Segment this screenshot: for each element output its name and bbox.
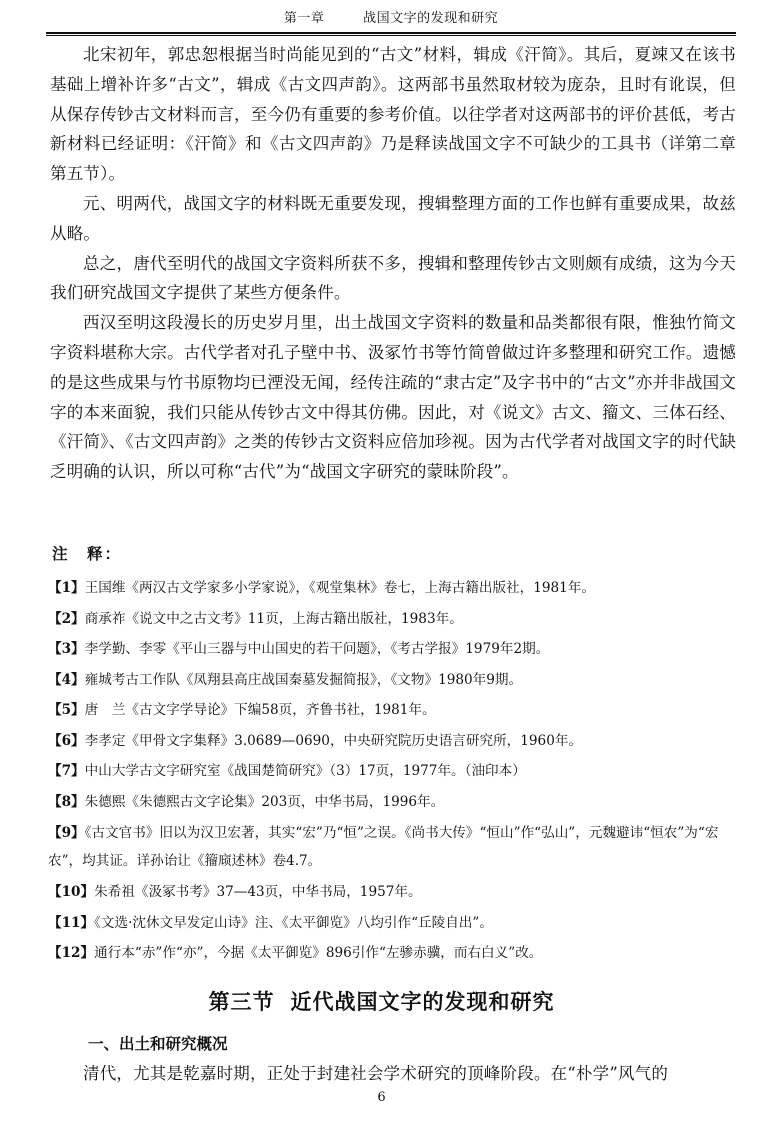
paragraph: 元、明两代，战国文字的材料既无重要发现，搜辑整理方面的工作也鲜有重要成果，故兹从略。	[50, 193, 736, 243]
note-number: 【10】	[48, 884, 95, 900]
subsection-heading: 一、出土和研究概况	[88, 1034, 228, 1053]
note-number: 【3】	[48, 641, 85, 657]
note-text: 中山大学古文字研究室《战国楚简研究》（3）17页，1977年。（油印本）	[84, 763, 526, 779]
note-text: 李学勤、李零《平山三器与中山国史的若干问题》，《考古学报》1979年2期。	[84, 641, 550, 657]
note-number: 【2】	[48, 610, 85, 627]
note-text: 《文选·沈休文早发定山诗》注、《太平御览》八均引作“丘陵自出”。	[94, 914, 493, 931]
note-text: 王国维《两汉古文学家多小学家说》，《观堂集林》卷七，上海古籍出版社，1981年。	[84, 580, 596, 596]
note-item	[48, 908, 740, 939]
chapter-title: 战国文字的发现和研究	[363, 11, 499, 26]
note-item	[48, 695, 740, 726]
note-item	[48, 726, 740, 757]
note-number: 【4】	[48, 671, 85, 688]
section-heading	[0, 986, 763, 1016]
paragraph: 北宋初年，郭忠恕根据当时尚能见到的“古文”材料，辑成《汗简》。其后，夏竦又在该书基础上增补许多“古文”，辑成《古文四声韵》。这两部书虽然取材较为庞杂，且时有讹误，但从保存传钞古文材料而言，至今仍有重要的参考价值。以往学者对这两部书的评价甚低，考古新材料已经证明：《汗简》和《古文四声韵》乃是释读战国文字不可缺少的工具书（详第二章第五节）。	[50, 45, 736, 184]
body-text	[50, 40, 736, 487]
note-text: 《古文官书》旧以为汉卫宏著，其实“宏”乃“恒”之误。《尚书大传》“恒山”作“弘山”，元魏避讳“恒农”为“宏农”，均其证。详孙诒让《籀庼述林》卷4.7。	[48, 825, 719, 869]
note-text: 雍城考古工作队《凤翔县高庄战国秦墓发掘简报》，《文物》1980年9期。	[84, 671, 523, 688]
paragraph: 清代，尤其是乾嘉时期，正处于封建社会学术研究的顶峰阶段。在“朴学”风气的	[83, 1064, 669, 1083]
note-number: 【6】	[48, 732, 85, 749]
note-number: 【7】	[48, 763, 85, 779]
note-item	[48, 877, 740, 908]
note-number: 【1】	[48, 580, 85, 596]
note-item	[48, 634, 740, 665]
note-number: 【8】	[48, 793, 85, 810]
note-text: 李孝定《甲骨文字集释》3.0689—0690，中央研究院历史语言研究所，1960年。	[84, 732, 583, 749]
running-header	[46, 10, 736, 28]
note-item	[48, 756, 740, 787]
note-number: 【11】	[48, 914, 95, 931]
section-title-text: 近代战国文字的发现和研究	[290, 989, 555, 1014]
note-number: 【5】	[48, 702, 85, 718]
note-number: 【9】	[48, 825, 85, 841]
note-item	[48, 787, 740, 818]
note-item	[48, 819, 740, 875]
note-text: 通行本“赤”作“亦”，今据《太平御览》896引作“左骖赤骥，而右白义”改。	[94, 945, 543, 961]
paragraph: 总之，唐代至明代的战国文字资料所获不多，搜辑和整理传钞古文则颇有成绩，这为今天我们研究战国文字提供了某些方便条件。	[50, 253, 736, 303]
note-text: 商承祚《说文中之古文考》11页，上海古籍出版社，1983年。	[84, 610, 463, 627]
notes-title: 注 释：	[52, 544, 123, 563]
header-rule	[46, 32, 736, 36]
note-text: 唐 兰《古文字学导论》下编58页，齐鲁书社，1981年。	[84, 702, 436, 718]
note-text: 朱德熙《朱德熙古文字论集》203页，中华书局，1996年。	[84, 793, 445, 810]
page-number: 6	[377, 1090, 386, 1105]
note-item	[48, 665, 740, 696]
chapter-label: 第一章	[283, 11, 325, 26]
paragraph: 西汉至明这段漫长的历史岁月里，出土战国文字资料的数量和品类都很有限，惟独竹简文字资料堪称大宗。古代学者对孔子壁中书、汲冢竹书等竹简曾做过许多整理和研究工作。遗憾的是这些成果与竹书原物均已湮没无闻，经传注疏的“隶古定”及字书中的“古文”亦并非战国文字的本来面貌，我们只能从传钞古文中得其仿佛。因此，对《说文》古文、籀文、三体石经、《汗简》、《古文四声韵》之类的传钞古文资料应倍加珍视。因为古代学者对战国文字的时代缺乏明确的认识，所以可称“古代”为“战国文字研究的蒙昧阶段”。	[50, 313, 736, 482]
section-label: 第三节	[208, 989, 275, 1014]
note-item	[48, 938, 740, 969]
note-item	[48, 604, 740, 635]
note-item	[48, 573, 740, 604]
note-text: 朱希祖《汲冢书考》37—43页，中华书局，1957年。	[94, 884, 422, 900]
note-number: 【12】	[48, 945, 95, 961]
notes-list	[48, 573, 740, 969]
